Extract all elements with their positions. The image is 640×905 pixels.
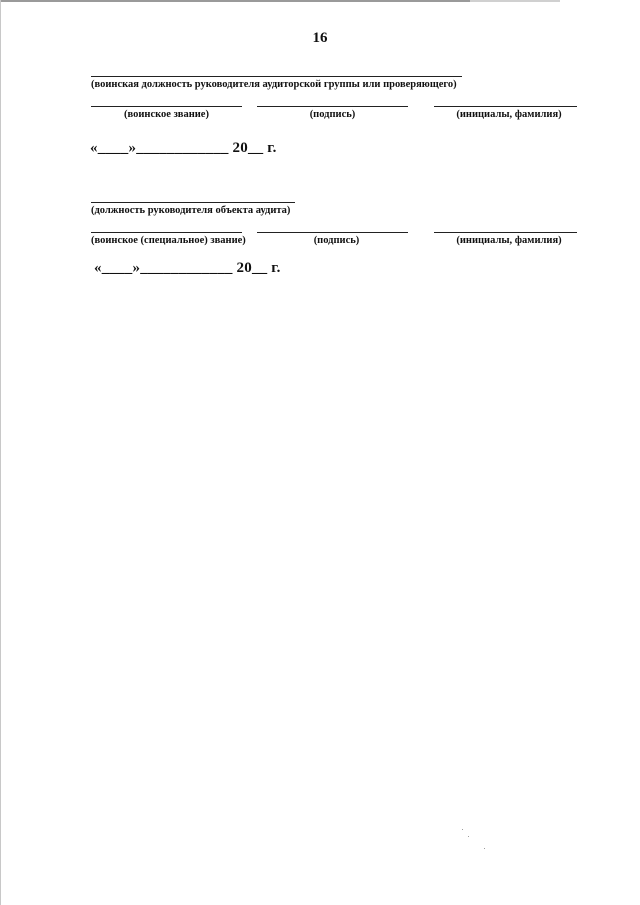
- name-line-object: [434, 232, 577, 233]
- scan-speck: [484, 848, 485, 849]
- position-line-auditor: [91, 76, 462, 77]
- signature-line-auditor: [257, 106, 408, 107]
- date-line-auditor: «____»____________ 20__ г.: [90, 140, 277, 156]
- name-caption-auditor: (инициалы, фамилия): [456, 109, 562, 120]
- signature-caption-object: (подпись): [313, 235, 360, 246]
- page-number: 16: [312, 30, 328, 46]
- scan-edge-left: [0, 0, 1, 905]
- signature-line-object: [257, 232, 408, 233]
- name-caption-object: (инициалы, фамилия): [456, 235, 562, 246]
- position-line-object: [91, 202, 295, 203]
- scan-speck: [462, 829, 463, 830]
- signature-caption-auditor: (подпись): [309, 109, 356, 120]
- scan-speck: [468, 836, 469, 837]
- date-line-object: «____»____________ 20__ г.: [94, 260, 281, 276]
- position-caption-object: (должность руководителя объекта аудита): [91, 205, 291, 216]
- rank-line-auditor: [91, 106, 242, 107]
- rank-caption-auditor: (воинское звание): [124, 109, 209, 120]
- position-caption-auditor: (воинская должность руководителя аудиторской группы или проверяющего): [91, 79, 457, 90]
- name-line-auditor: [434, 106, 577, 107]
- scan-edge-top: [0, 0, 640, 2]
- rank-line-object: [91, 232, 242, 233]
- rank-caption-object: (воинское (специальное) звание): [91, 235, 246, 246]
